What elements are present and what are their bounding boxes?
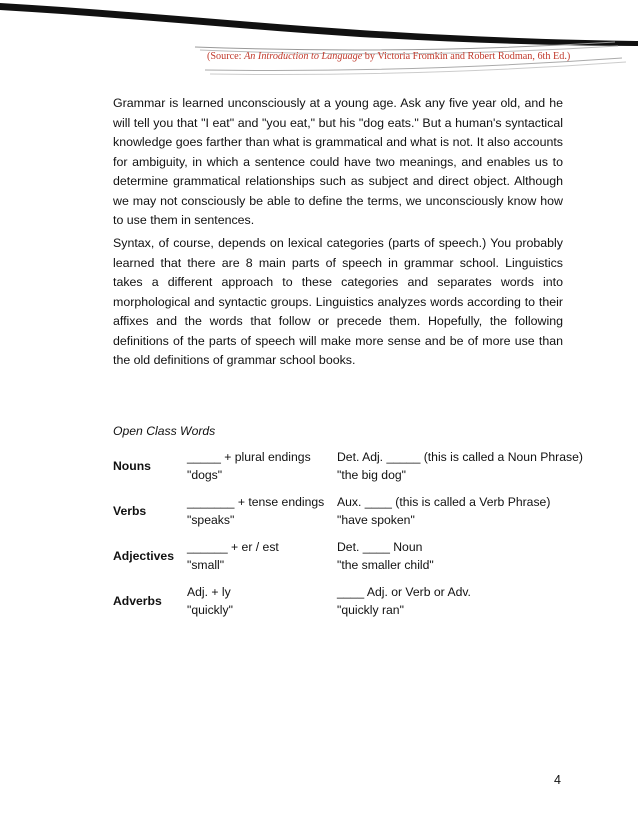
morphological-cell bbox=[187, 533, 337, 578]
header-swoosh-decoration bbox=[0, 0, 638, 90]
row-label: Adjectives bbox=[113, 548, 174, 563]
table-row bbox=[113, 443, 607, 488]
open-class-words-table bbox=[113, 443, 607, 623]
morph-pattern: _____ + plural endings bbox=[187, 449, 311, 464]
table-row bbox=[113, 488, 607, 533]
morph-pattern: _______ + tense endings bbox=[187, 494, 325, 509]
morph-example: "small" bbox=[187, 557, 225, 572]
morph-example: "speaks" bbox=[187, 512, 235, 527]
morph-example: "dogs" bbox=[187, 467, 223, 482]
source-book-title: An Introduction to Language bbox=[244, 51, 363, 62]
syn-example: "have spoken" bbox=[337, 512, 415, 527]
morphological-cell bbox=[187, 578, 337, 623]
page-number: 4 bbox=[554, 773, 561, 787]
section-title-open-class: Open Class Words bbox=[113, 424, 216, 438]
swoosh-band bbox=[0, 3, 638, 46]
syn-pattern: Det. Adj. _____ (this is called a Noun Phrase) bbox=[337, 449, 583, 464]
source-prefix: (Source: bbox=[207, 51, 245, 62]
morphological-cell bbox=[187, 443, 337, 488]
syn-example: "the big dog" bbox=[337, 467, 406, 482]
paragraph-grammar: Grammar is learned unconsciously at a young age. Ask any five year old, and he will tell you that "I eat" and "you eat," but his "dog eats." But a human's syntactical knowledge goes farther than what is grammatical and what is not. It also accounts for ambiguity, in which a sentence could have two meanings, and enables us to determine grammatical relationships such as subject and direct object. Although we may not consciously be able to define the terms, we unconsciously know how to use them in sentences. bbox=[113, 96, 563, 227]
syntactic-cell bbox=[337, 533, 607, 578]
syntactic-cell bbox=[337, 488, 607, 533]
row-label: Adverbs bbox=[113, 593, 162, 608]
row-label: Verbs bbox=[113, 503, 147, 518]
syn-pattern: Det. ____ Noun bbox=[337, 539, 423, 554]
syn-example: "the smaller child" bbox=[337, 557, 434, 572]
syntactic-cell bbox=[337, 578, 607, 623]
morph-pattern: ______ + er / est bbox=[187, 539, 279, 554]
syn-pattern: Aux. ____ (this is called a Verb Phrase) bbox=[337, 494, 551, 509]
paragraph-syntax: Syntax, of course, depends on lexical categories (parts of speech.) You probably learned that there are 8 main parts of speech in grammar school. Linguistics takes a different approach to these categories and separates words into morphological and syntactic groups. Linguistics analyzes words according to their affixes and the words that follow or precede them. Hopefully, the following definitions of the parts of speech will make more sense and be of more use than the old definitions of grammar school books. bbox=[113, 236, 563, 367]
row-label: Nouns bbox=[113, 458, 151, 473]
morphological-cell bbox=[187, 488, 337, 533]
syntactic-cell bbox=[337, 443, 607, 488]
source-authors: by Victoria Fromkin and Robert Rodman, 6th Ed.) bbox=[362, 51, 571, 62]
source-citation bbox=[207, 51, 627, 62]
table-row bbox=[113, 578, 607, 623]
morph-example: "quickly" bbox=[187, 602, 233, 617]
syn-example: "quickly ran" bbox=[337, 602, 404, 617]
syn-pattern: ____ Adj. or Verb or Adv. bbox=[337, 584, 471, 599]
morph-pattern: Adj. + ly bbox=[187, 584, 231, 599]
table-row bbox=[113, 533, 607, 578]
